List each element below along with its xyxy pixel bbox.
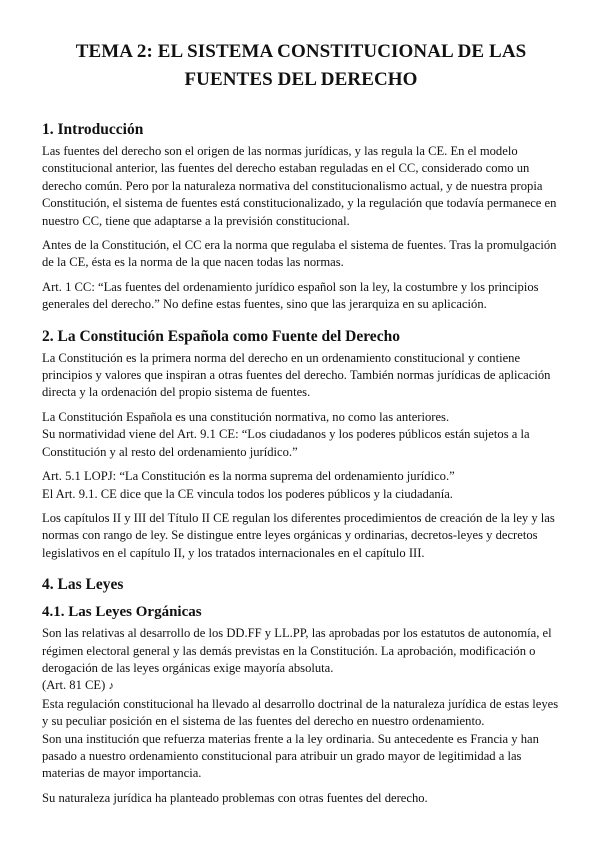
title-line-2: FUENTES DEL DERECHO <box>184 69 418 90</box>
paragraph-constitucion-3b: El Art. 9.1. CE dice que la CE vincula todos los poderes públicos y la ciudadanía. <box>42 486 453 501</box>
paragraph-constitucion-2b: Su normatividad viene del Art. 9.1 CE: “Los ciudadanos y los poderes públicos están sujetos a la Constitución y al resto del ordenamiento jurídico.” <box>42 427 530 459</box>
paragraph-intro-1: Las fuentes del derecho son el origen de las normas jurídicas, y las regula la CE. En el modelo constitucional anterior, las fuentes del derecho estaban reguladas en el CC, considerado como un derecho común. Pero por la naturaleza normativa del constitucionalismo actual, y de nuestra propia Constitución, el sistema de fuentes está constitucionalizado, y la regulación que todavía permanece en nuestro CC, tiene que adaptarse a la previsión constitucional. <box>42 144 557 228</box>
paragraph-leyes-1: Son las relativas al desarrollo de los DD.FF y LL.PP, las aprobadas por los estatutos de autonomía, el régimen electoral general y las demás previstas en la Constitución. La aprobación, modificación o derogación de las leyes orgánicas exige mayoría absoluta. <box>42 626 552 675</box>
paragraph-leyes-ref <box>42 677 560 695</box>
paragraph-leyes-2: Esta regulación constitucional ha llevado al desarrollo doctrinal de la naturaleza jurídica de estas leyes y su peculiar posición en el sistema de las fuentes del derecho en nuestro ordenamiento. <box>42 696 559 729</box>
section-leyes <box>42 575 560 807</box>
paragraph-intro-3: Art. 1 CC: “Las fuentes del ordenamiento jurídico español son la ley, la costumbre y los principios generales del derecho.” No define estas fuentes, sino que las jerarquiza en su aplicación. <box>42 279 539 312</box>
subsection-heading-4-1: 4.1. Las Leyes Orgánicas <box>42 604 202 621</box>
paragraph-constitucion-1: La Constitución es la primera norma del derecho en un ordenamiento constitucional y contiene principios y valores que inspiran a otras fuentes del derecho. También normas jurídicas de aplicación directa y la ordenación del propio sistema de fuentes. <box>42 350 551 400</box>
paragraph-constitucion-3a: Art. 5.1 LOPJ: “La Constitución es la norma suprema del ordenamiento jurídico.” <box>42 469 455 484</box>
section-heading-1: 1. Introducción <box>42 121 144 138</box>
note-icon: ♪ <box>108 680 114 693</box>
section-heading-2: 2. La Constitución Española como Fuente del Derecho <box>42 327 400 345</box>
paragraph-constitucion-4: Los capítulos II y III del Título II CE regulan los diferentes procedimientos de creación de la ley y las normas con rango de ley. Se distingue entre leyes orgánicas y ordinarias, decretos-leyes y decretos legislativos en el capítulo II, y los tratados internacionales en el capítulo III. <box>42 510 555 560</box>
article-reference: (Art. 81 CE) <box>42 678 106 693</box>
section-introduccion <box>42 120 560 314</box>
paragraph-intro-2: Antes de la Constitución, el CC era la norma que regulaba el sistema de fuentes. Tras la promulgación de la CE, ésta es la norma de la que nacen todas las normas. <box>42 238 557 270</box>
paragraph-leyes-4: Su naturaleza jurídica ha planteado problemas con otras fuentes del derecho. <box>42 790 428 805</box>
paragraph-leyes-3: Son una institución que refuerza materias frente a la ley ordinaria. Su antecedente es Francia y han pasado a nuestro ordenamiento constitucional para atribuir un grado mayor de legitimidad a las materias de mayor importancia. <box>42 731 539 781</box>
title-line-1: TEMA 2: EL SISTEMA CONSTITUCIONAL DE LAS <box>75 41 527 62</box>
section-constitucion <box>42 327 560 562</box>
section-heading-4: 4. Las Leyes <box>42 576 124 594</box>
document-title <box>42 38 560 94</box>
document-page <box>42 38 560 814</box>
paragraph-constitucion-2a: La Constitución Española es una constitución normativa, no como las anteriores. <box>42 409 450 424</box>
